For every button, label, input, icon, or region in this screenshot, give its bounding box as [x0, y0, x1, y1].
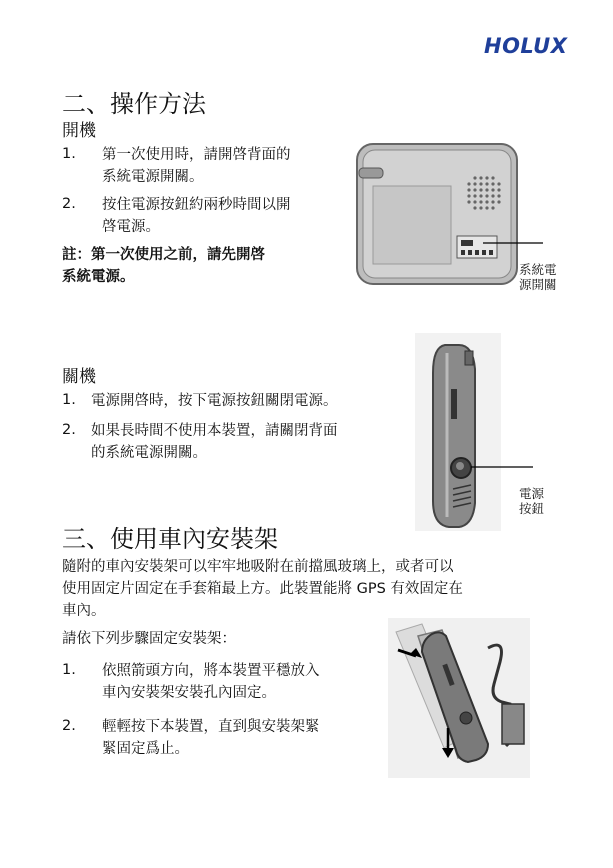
- step-text-line: 車內安裝架安裝孔內固定。: [102, 685, 276, 701]
- intro-line: 隨附的車內安裝架可以牢牢地吸附在前擋風玻璃上，或者可以: [62, 559, 454, 575]
- step-text-line: 緊固定爲止。: [102, 741, 189, 757]
- section-2-title: 二、操作方法: [62, 90, 206, 118]
- step-text-line: 系統電源開關。: [102, 169, 204, 185]
- step-text-line: 電源開啓時，按下電源按鈕關閉電源。: [91, 393, 338, 409]
- step-number: 2.: [62, 196, 76, 212]
- power-on-note-line: 註：第一次使用之前，請先開啓: [62, 247, 265, 263]
- power-button-callout: [519, 486, 544, 516]
- power-off-heading: 關機: [62, 367, 96, 387]
- system-power-switch-callout: [519, 262, 557, 292]
- step-text-line: 啓電源。: [102, 219, 160, 235]
- step-text-line: 第一次使用時，請開啓背面的: [102, 147, 291, 163]
- callout-line: 源開關: [519, 277, 557, 292]
- callout-line: 電源: [519, 486, 545, 501]
- car-mount-illustration: [388, 618, 530, 778]
- callout-line: 按鈕: [519, 501, 545, 516]
- step-text-line: 依照箭頭方向，將本裝置平穩放入: [102, 663, 320, 679]
- step-number: 1.: [62, 662, 76, 678]
- intro-line: 車內。: [62, 603, 106, 619]
- step-number: 2.: [62, 422, 76, 438]
- mount-lead: 請依下列步驟固定安裝架：: [62, 631, 236, 647]
- step-text-line: 輕輕按下本裝置，直到與安裝架緊: [102, 719, 320, 735]
- step-text-line: 的系統電源開關。: [91, 445, 207, 461]
- device-side-illustration: [415, 333, 575, 533]
- step-text-line: 按住電源按鈕約兩秒時間以開: [102, 197, 291, 213]
- power-on-heading: 開機: [62, 121, 96, 141]
- callout-line: 系統電: [519, 262, 557, 277]
- step-number: 2.: [62, 718, 76, 734]
- power-on-note-line: 系統電源。: [62, 269, 135, 285]
- intro-line: 使用固定片固定在手套箱最上方。此裝置能將 GPS 有效固定在: [62, 581, 463, 597]
- step-number: 1.: [62, 146, 76, 162]
- holux-logo: HOLUX: [484, 34, 568, 58]
- step-number: 1.: [62, 392, 76, 408]
- section-3-title: 三、使用車內安裝架: [62, 525, 278, 553]
- step-text-line: 如果長時間不使用本裝置，請關閉背面: [91, 423, 338, 439]
